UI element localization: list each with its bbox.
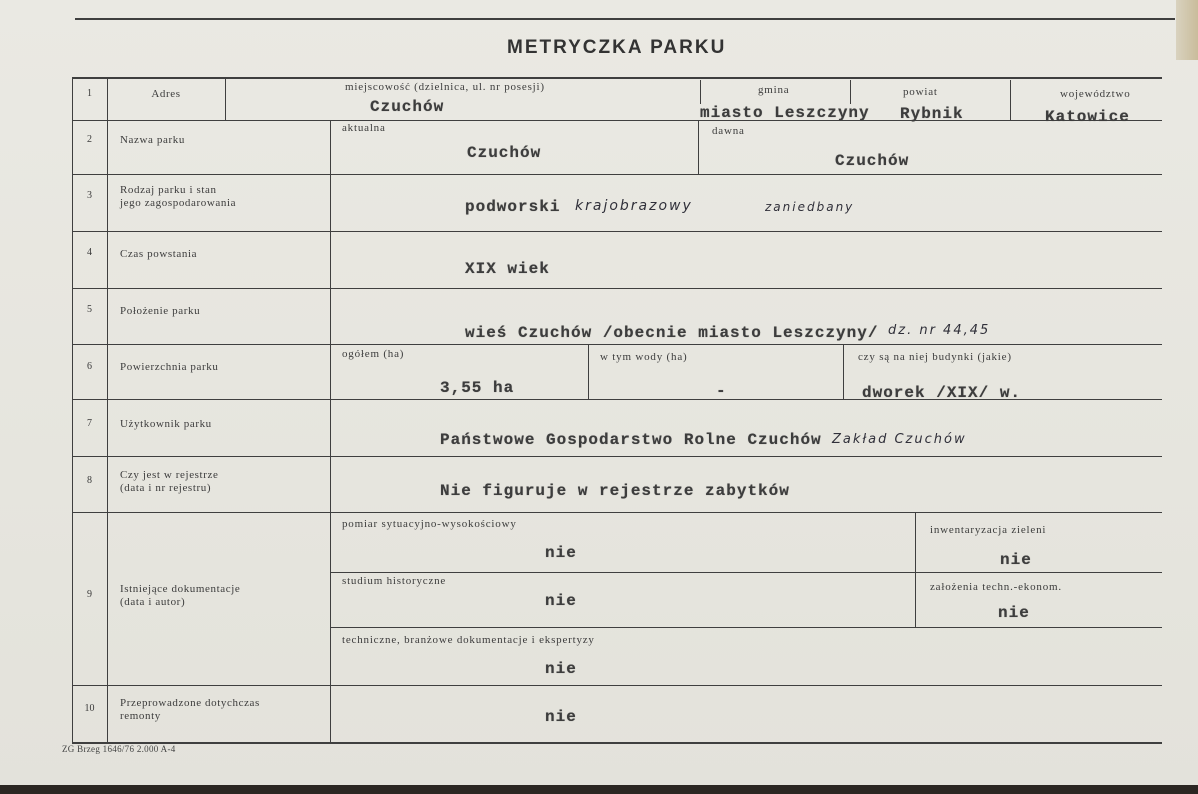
voivodeship-divider: [1010, 80, 1011, 120]
history-value: nie: [545, 592, 577, 610]
row-line-3: [72, 231, 1162, 232]
former-name-label: dawna: [712, 125, 745, 137]
park-type-value: podworski: [465, 198, 561, 216]
row-label-line: Użytkownik parku: [120, 418, 212, 430]
total-area-label: ogółem (ha): [342, 348, 405, 360]
row-line-5: [72, 344, 1162, 345]
register-value: Nie figuruje w rejestrze zabytków: [440, 482, 790, 500]
technical-label: techniczne, branżowe dokumentacje i ekspertyzy: [342, 634, 595, 646]
row-number: 4: [87, 247, 92, 258]
number-column-divider: [107, 77, 108, 742]
row-label-area: [120, 361, 218, 374]
address-label-divider: [225, 77, 226, 120]
row-label-documentation: [120, 583, 240, 609]
location-value: wieś Czuchów /obecnie miasto Leszczyny/: [465, 324, 879, 342]
scan-edge-right: [1176, 0, 1198, 60]
table-top-line: [72, 77, 1162, 79]
row-label-repairs: [120, 697, 260, 723]
row-label-user: [120, 418, 212, 431]
history-label: studium historyczne: [342, 575, 447, 587]
row-label-line: Powierzchnia parku: [120, 361, 219, 373]
row-label-line: Położenie parku: [120, 305, 201, 317]
row-label-location: [120, 305, 200, 318]
county-label: powiat: [903, 86, 938, 98]
page-title: METRYCZKA PARKU: [507, 37, 727, 58]
row-line-8: [72, 512, 1162, 513]
survey-label: pomiar sytuacyjno-wysokościowy: [342, 518, 517, 530]
park-type-handwritten: krajobrazowy: [575, 198, 693, 214]
voivodeship-value: Katowice: [1045, 108, 1130, 126]
row-line-1: [72, 120, 1162, 121]
row-line-7: [72, 456, 1162, 457]
survey-value: nie: [545, 544, 577, 562]
row-line-4: [72, 288, 1162, 289]
technical-value: nie: [545, 660, 577, 678]
buildings-value: dworek /XIX/ w.: [862, 384, 1022, 402]
locality-value: Czuchów: [370, 98, 445, 116]
area-divider-1: [588, 344, 589, 399]
row-label-line: Adres: [151, 88, 181, 100]
row-label-register: [120, 469, 218, 495]
row-label-line: Czy jest w rejestrze: [120, 469, 219, 481]
row-number: 6: [87, 361, 92, 372]
area-divider-2: [843, 344, 844, 399]
row-number: 9: [87, 589, 92, 600]
top-rule: [75, 18, 1175, 20]
row-label-line: Czas powstania: [120, 248, 198, 260]
row-number: 5: [87, 304, 92, 315]
row-label-line: jego zagospodarowania: [120, 197, 237, 209]
row-label-line: (data i nr rejestru): [120, 482, 212, 494]
current-name-value: Czuchów: [467, 144, 542, 162]
table-bottom-line: [72, 742, 1162, 744]
user-handwritten: Zakład Czuchów: [832, 432, 967, 447]
row-label-origin: [120, 248, 197, 261]
user-value: Państwowe Gospodarstwo Rolne Czuchów: [440, 431, 822, 449]
county-value: Rybnik: [900, 105, 964, 123]
location-handwritten: dz. nr 44,45: [888, 323, 991, 338]
commune-value: miasto Leszczyny: [700, 104, 870, 122]
techecon-label: założenia techn.-ekonom.: [930, 581, 1062, 593]
current-name-label: aktualna: [342, 122, 386, 134]
greenery-value: nie: [1000, 551, 1032, 569]
row-number: 1: [87, 88, 92, 99]
row-number: 10: [84, 703, 95, 714]
row-number: 2: [87, 134, 92, 145]
table-left-border: [72, 77, 73, 742]
row-line-2: [72, 174, 1162, 175]
row-label-line: Przeprowadzone dotychczas: [120, 697, 260, 709]
water-area-label: w tym wody (ha): [600, 351, 688, 363]
techecon-value: nie: [998, 604, 1030, 622]
row-line-9: [72, 685, 1162, 686]
documentation-divider: [915, 512, 916, 627]
row-label-line: (data i autor): [120, 596, 186, 608]
row-label-address: [107, 88, 225, 101]
origin-value: XIX wiek: [465, 260, 550, 278]
label-column-divider: [330, 120, 331, 742]
row-number: 3: [87, 190, 92, 201]
name-divider: [698, 120, 699, 174]
locality-label: miejscowość (dzielnica, ul. nr posesji): [345, 81, 545, 93]
water-area-value: -: [716, 382, 727, 400]
former-name-value: Czuchów: [835, 152, 910, 170]
county-divider: [850, 80, 851, 104]
commune-label: gmina: [758, 84, 790, 96]
row-label-line: Istniejące dokumentacje: [120, 583, 241, 595]
row-number: 8: [87, 475, 92, 486]
greenery-label: inwentaryzacja zieleni: [930, 524, 1047, 536]
commune-divider: [700, 80, 701, 104]
buildings-label: czy są na niej budynki (jakie): [858, 351, 1012, 363]
row-label-park-name: [120, 134, 185, 147]
row-label-park-type: [120, 184, 236, 210]
row9-subline-1: [330, 572, 1162, 573]
voivodeship-label: województwo: [1060, 88, 1131, 100]
scan-edge-bottom: [0, 785, 1198, 794]
row-label-line: remonty: [120, 710, 161, 722]
park-condition-handwritten: zaniedbany: [765, 200, 855, 214]
row-label-line: Nazwa parku: [120, 134, 185, 146]
repairs-value: nie: [545, 708, 577, 726]
row-label-line: Rodzaj parku i stan: [120, 184, 217, 196]
total-area-value: 3,55 ha: [440, 379, 515, 397]
row9-subline-2: [330, 627, 1162, 628]
print-footer: ZG Brzeg 1646/76 2.000 A-4: [62, 744, 176, 754]
row-number: 7: [87, 418, 92, 429]
